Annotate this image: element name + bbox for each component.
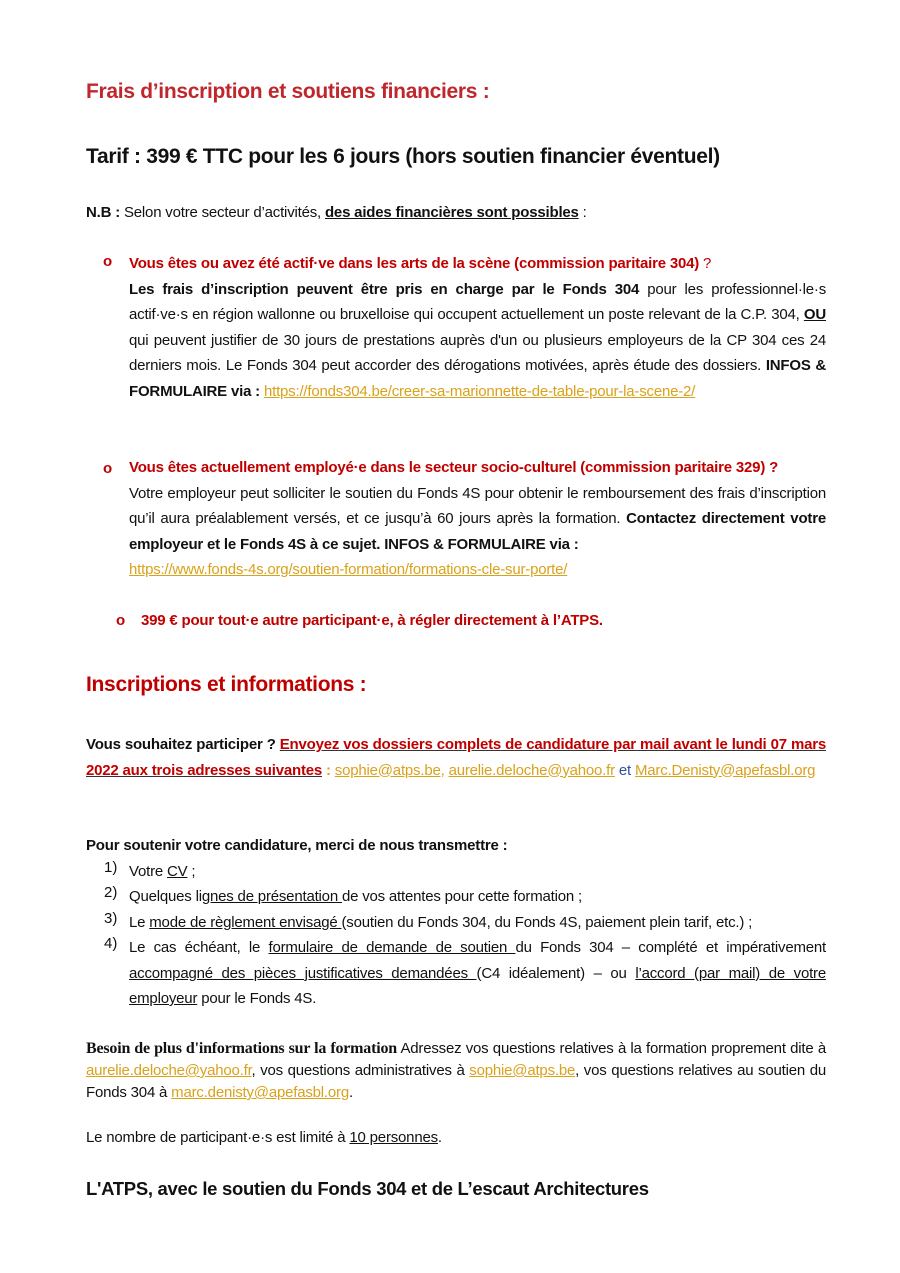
text: , vos questions relatives au soutien du Fonds 304 à xyxy=(86,1062,826,1101)
list-number: 2) xyxy=(104,884,118,901)
text: du Fonds 304 – complété et impérativement xyxy=(515,939,827,956)
deadline-cta: Envoyez vos dossiers complets de candidature par mail avant le lundi 07 mars 2022 aux trois adresses suivantes xyxy=(86,736,826,779)
heading-end: ? xyxy=(699,255,712,272)
fonds304-link[interactable]: https://fonds304.be/creer-sa-marionnette-de-table-pour-la-scene-2/ xyxy=(263,382,696,400)
text: . xyxy=(349,1084,353,1101)
section-title-fees: Frais d’inscription et soutiens financiers : xyxy=(86,80,490,103)
colon: : xyxy=(322,761,335,779)
text: Votre xyxy=(129,863,167,880)
bullet-heading: Vous êtes ou avez été actif·ve dans les arts de la scène (commission paritaire 304) xyxy=(129,255,700,272)
underlined: accompagné des pièces justificatives demandées xyxy=(129,964,477,982)
price-heading: Tarif : 399 € TTC pour les 6 jours (hors soutien financier éventuel) xyxy=(86,145,720,168)
underlined: gnes de présentation xyxy=(201,888,342,905)
infos-label: INFOS & FORMULAIRE via : xyxy=(129,357,826,400)
list-number: 3) xyxy=(104,910,118,927)
text: Quelques li xyxy=(129,888,202,905)
list-item-cv xyxy=(129,859,195,885)
email-aurelie[interactable]: aurelie.deloche@yahoo.fr xyxy=(86,1062,252,1079)
email-sophie[interactable]: sophie@atps.be, xyxy=(334,761,445,779)
text: Le xyxy=(129,914,150,931)
bold-contact: Contactez directement votre employeur et le Fonds 4S à ce sujet. INFOS & FORMULAIRE via : xyxy=(129,510,826,553)
list-number: 1) xyxy=(104,859,118,876)
bullet-fonds304 xyxy=(129,251,826,404)
text: . xyxy=(437,1129,442,1146)
body-text: Votre employeur peut solliciter le soutien du Fonds 4S pour obtenir le remboursement des frais d’inscription qu’il aura préalablement versés, et ce jusqu’à 60 jours après la formation. xyxy=(129,484,826,527)
fonds4s-link[interactable]: https://www.fonds-4s.org/soutien-formation/formations-cle-sur-porte/ xyxy=(129,561,568,578)
underlined: CV xyxy=(167,863,188,880)
bullet-marker: o xyxy=(103,460,113,477)
email-marc[interactable]: Marc.Denisty@apefasbl.org xyxy=(634,761,816,779)
more-info-heading: Besoin de plus d'informations sur la formation xyxy=(86,1040,397,1057)
list-number: 4) xyxy=(104,935,118,952)
text: (C4 idéalement) – ou xyxy=(476,964,636,982)
participant-limit xyxy=(86,1125,442,1151)
bullet-other-participants: 399 € pour tout·e autre participant·e, à régler directement à l’ATPS. xyxy=(141,612,603,629)
footer-credits: L'ATPS, avec le soutien du Fonds 304 et de L’escaut Architectures xyxy=(86,1178,649,1199)
lead-text: Vous souhaitez participer ? xyxy=(86,736,280,753)
nb-emphasis: des aides financières sont possibles xyxy=(324,204,579,221)
body-text: pour les professionnel·le·s actif·ve·s en région wallonne ou bruxelloise qui occupent actuellement un poste relevant de la C.P. 304, xyxy=(129,280,826,323)
email-marc[interactable]: marc.denisty@apefasbl.org xyxy=(171,1084,349,1101)
nb-label: N.B : xyxy=(86,204,120,221)
text: Le nombre de participant·e·s est limité à xyxy=(86,1129,350,1146)
text: ; xyxy=(187,863,196,880)
more-info-paragraph xyxy=(86,1038,826,1104)
nb-note xyxy=(86,200,587,226)
bold-lead: Les frais d’inscription peuvent être pris en charge par le Fonds 304 xyxy=(129,280,640,298)
underlined: l’accord (par mail) de votre employeur xyxy=(129,964,826,1007)
support-title: Pour soutenir votre candidature, merci de nous transmettre : xyxy=(86,837,508,854)
underlined: formulaire de demande de soutien xyxy=(268,939,516,956)
text: de vos attentes pour cette formation ; xyxy=(341,888,582,905)
underlined: mode de règlement envisagé xyxy=(149,914,342,931)
email-aurelie[interactable]: aurelie.deloche@yahoo.fr xyxy=(448,761,615,779)
email-sophie[interactable]: sophie@atps.be xyxy=(469,1062,576,1079)
nb-text: Selon votre secteur d’activités, xyxy=(120,204,325,221)
bullet-fonds4s xyxy=(129,455,826,583)
section-title-registration: Inscriptions et informations : xyxy=(86,673,367,696)
text: , vos questions administratives à xyxy=(251,1062,470,1079)
list-item-presentation xyxy=(129,884,582,910)
bullet-marker: o xyxy=(103,253,113,270)
limit-count: 10 personnes xyxy=(349,1129,438,1146)
ou-emphasis: OU xyxy=(803,306,826,323)
list-item-form xyxy=(129,935,826,1012)
bullet-marker: o xyxy=(116,612,126,629)
and-text: et xyxy=(614,761,635,779)
nb-end: : xyxy=(578,204,587,221)
body-text: qui peuvent justifier de 30 jours de prestations auprès d'un ou plusieurs employeurs de la CP 304 ces 24 derniers mois. Le Fonds 304 peut accorder des dérogations motivées, après étude des dossiers. xyxy=(129,331,826,374)
text: Le cas échéant, le xyxy=(129,939,269,956)
text: (soutien du Fonds 304, du Fonds 4S, paiement plein tarif, etc.) ; xyxy=(341,914,753,931)
text: Adressez vos questions relatives à la formation proprement dite à xyxy=(396,1040,826,1057)
text: pour le Fonds 4S. xyxy=(197,990,317,1007)
list-item-payment xyxy=(129,910,752,936)
bullet-heading: Vous êtes actuellement employé·e dans le secteur socio-culturel (commission paritaire 329) ? xyxy=(129,459,779,476)
registration-paragraph xyxy=(86,732,826,783)
